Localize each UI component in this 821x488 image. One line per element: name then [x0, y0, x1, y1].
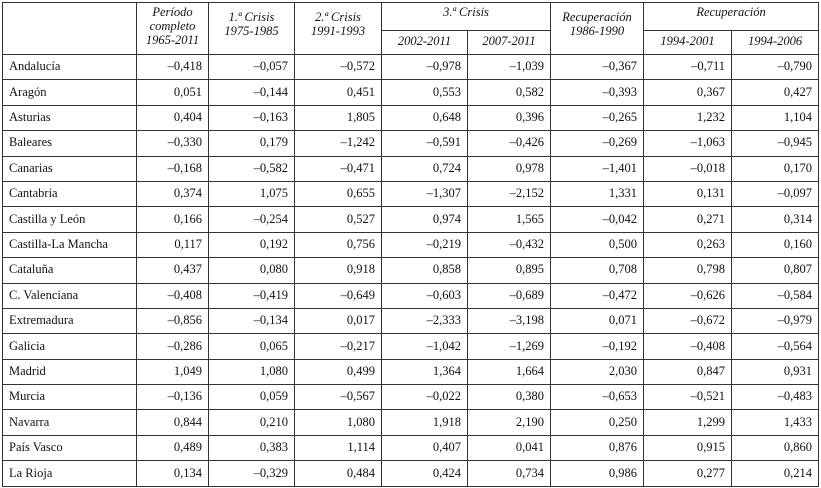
value-cell: 1,299 [644, 410, 732, 435]
value-cell: 0,277 [644, 461, 732, 486]
header-periodo [137, 3, 209, 55]
region-cell: Canarias [3, 156, 137, 181]
table-row [3, 385, 819, 410]
data-table [2, 2, 819, 487]
table-row [3, 156, 819, 181]
value-cell: –0,269 [551, 131, 644, 156]
value-cell: 0,500 [551, 232, 644, 257]
value-cell: –0,168 [137, 156, 209, 181]
table-row [3, 461, 819, 486]
value-cell: –0,426 [468, 131, 551, 156]
value-cell: 0,858 [382, 258, 468, 283]
value-cell: 0,179 [209, 131, 295, 156]
value-cell: 0,383 [209, 435, 295, 460]
header-crisis3: 3.ª Crisis [382, 3, 551, 31]
table-row [3, 232, 819, 257]
value-cell: –0,711 [644, 55, 732, 80]
value-cell: –0,163 [209, 105, 295, 130]
value-cell: –0,042 [551, 207, 644, 232]
value-cell: 0,380 [468, 385, 551, 410]
value-cell: –1,042 [382, 334, 468, 359]
region-cell: Baleares [3, 131, 137, 156]
value-cell: –0,584 [732, 283, 819, 308]
region-cell: Navarra [3, 410, 137, 435]
value-cell: –0,418 [137, 55, 209, 80]
value-cell: 0,131 [644, 181, 732, 206]
value-cell: –1,063 [644, 131, 732, 156]
value-cell: 0,648 [382, 105, 468, 130]
value-cell: 0,655 [295, 181, 382, 206]
region-cell: Madrid [3, 359, 137, 384]
value-cell: 1,565 [468, 207, 551, 232]
value-cell: 0,374 [137, 181, 209, 206]
header-recup2-sub1: 1994-2001 [644, 31, 732, 55]
value-cell: 0,271 [644, 207, 732, 232]
value-cell: 0,210 [209, 410, 295, 435]
region-cell: País Vasco [3, 435, 137, 460]
table-row [3, 131, 819, 156]
value-cell: 0,117 [137, 232, 209, 257]
value-cell: –0,367 [551, 55, 644, 80]
value-cell: –0,432 [468, 232, 551, 257]
value-cell: 0,484 [295, 461, 382, 486]
value-cell: 0,192 [209, 232, 295, 257]
value-cell: –0,134 [209, 308, 295, 333]
value-cell: 0,860 [732, 435, 819, 460]
value-cell: –1,269 [468, 334, 551, 359]
region-cell: Cataluña [3, 258, 137, 283]
value-cell: –1,401 [551, 156, 644, 181]
value-cell: –0,567 [295, 385, 382, 410]
value-cell: –0,979 [732, 308, 819, 333]
table-row [3, 207, 819, 232]
header-recup1-line2: 1986-1990 [569, 23, 625, 38]
region-cell: Extremadura [3, 308, 137, 333]
value-cell: 0,978 [468, 156, 551, 181]
value-cell: 0,427 [732, 80, 819, 105]
value-cell: –0,018 [644, 156, 732, 181]
value-cell: 0,166 [137, 207, 209, 232]
value-cell: 0,017 [295, 308, 382, 333]
value-cell: 0,424 [382, 461, 468, 486]
table-row [3, 410, 819, 435]
header-crisis2-line2: 1991-1993 [310, 23, 366, 38]
table-row [3, 359, 819, 384]
value-cell: 0,314 [732, 207, 819, 232]
value-cell: –0,471 [295, 156, 382, 181]
value-cell: 0,059 [209, 385, 295, 410]
value-cell: –0,856 [137, 308, 209, 333]
value-cell: 2,190 [468, 410, 551, 435]
value-cell: 0,527 [295, 207, 382, 232]
value-cell: 1,805 [295, 105, 382, 130]
table-row [3, 283, 819, 308]
value-cell: 1,075 [209, 181, 295, 206]
value-cell: –0,408 [644, 334, 732, 359]
value-cell: –0,057 [209, 55, 295, 80]
table-row [3, 55, 819, 80]
value-cell: –0,217 [295, 334, 382, 359]
value-cell: 0,807 [732, 258, 819, 283]
value-cell: –0,393 [551, 80, 644, 105]
header-recup2: Recuperación [644, 3, 819, 31]
value-cell: 0,170 [732, 156, 819, 181]
value-cell: –0,978 [382, 55, 468, 80]
value-cell: 0,798 [644, 258, 732, 283]
value-cell: –1,039 [468, 55, 551, 80]
region-cell: Andalucía [3, 55, 137, 80]
value-cell: –1,307 [382, 181, 468, 206]
value-cell: 0,451 [295, 80, 382, 105]
value-cell: –0,483 [732, 385, 819, 410]
value-cell: –0,649 [295, 283, 382, 308]
value-cell: –2,152 [468, 181, 551, 206]
value-cell: –0,572 [295, 55, 382, 80]
header-row-1 [3, 3, 819, 31]
value-cell: 0,407 [382, 435, 468, 460]
region-cell: Aragón [3, 80, 137, 105]
value-cell: 0,160 [732, 232, 819, 257]
value-cell: 0,582 [468, 80, 551, 105]
value-cell: 0,071 [551, 308, 644, 333]
value-cell: 0,499 [295, 359, 382, 384]
value-cell: 0,134 [137, 461, 209, 486]
region-cell: Galicia [3, 334, 137, 359]
header-crisis2 [295, 3, 382, 55]
value-cell: –0,521 [644, 385, 732, 410]
value-cell: –0,408 [137, 283, 209, 308]
value-cell: –2,333 [382, 308, 468, 333]
value-cell: 0,437 [137, 258, 209, 283]
value-cell: 0,041 [468, 435, 551, 460]
value-cell: –0,419 [209, 283, 295, 308]
header-crisis3-sub1: 2002-2011 [382, 31, 468, 55]
value-cell: –0,582 [209, 156, 295, 181]
value-cell: 1,104 [732, 105, 819, 130]
value-cell: 0,404 [137, 105, 209, 130]
value-cell: 0,931 [732, 359, 819, 384]
value-cell: –0,945 [732, 131, 819, 156]
table-row [3, 80, 819, 105]
table-row [3, 334, 819, 359]
header-recup1 [551, 3, 644, 55]
value-cell: –0,603 [382, 283, 468, 308]
region-cell: Murcia [3, 385, 137, 410]
value-cell: 0,051 [137, 80, 209, 105]
value-cell: 0,847 [644, 359, 732, 384]
value-cell: 1,080 [209, 359, 295, 384]
header-crisis3-sub2: 2007-2011 [468, 31, 551, 55]
value-cell: 1,049 [137, 359, 209, 384]
header-periodo-line2: completo [149, 18, 196, 33]
value-cell: 0,250 [551, 410, 644, 435]
value-cell: –0,472 [551, 283, 644, 308]
header-region [3, 3, 137, 55]
value-cell: 0,986 [551, 461, 644, 486]
value-cell: 0,708 [551, 258, 644, 283]
value-cell: 0,756 [295, 232, 382, 257]
header-recup1-line1: Recuperación [562, 10, 632, 24]
value-cell: 0,080 [209, 258, 295, 283]
header-recup2-sub2: 1994-2006 [732, 31, 819, 55]
value-cell: –1,242 [295, 131, 382, 156]
table-row [3, 308, 819, 333]
value-cell: 0,553 [382, 80, 468, 105]
value-cell: –0,626 [644, 283, 732, 308]
value-cell: –0,097 [732, 181, 819, 206]
value-cell: –0,591 [382, 131, 468, 156]
region-cell: Asturias [3, 105, 137, 130]
value-cell: 1,114 [295, 435, 382, 460]
header-periodo-line1: Período [152, 5, 193, 19]
value-cell: 0,915 [644, 435, 732, 460]
value-cell: –0,192 [551, 334, 644, 359]
value-cell: –0,022 [382, 385, 468, 410]
value-cell: –0,286 [137, 334, 209, 359]
region-cell: C. Valenciana [3, 283, 137, 308]
table-row [3, 181, 819, 206]
table-row [3, 105, 819, 130]
value-cell: –0,689 [468, 283, 551, 308]
value-cell: 0,895 [468, 258, 551, 283]
value-cell: 0,844 [137, 410, 209, 435]
value-cell: –0,672 [644, 308, 732, 333]
region-cell: Castilla y León [3, 207, 137, 232]
value-cell: –0,254 [209, 207, 295, 232]
header-crisis1 [209, 3, 295, 55]
value-cell: 0,724 [382, 156, 468, 181]
value-cell: 1,664 [468, 359, 551, 384]
value-cell: –0,265 [551, 105, 644, 130]
region-cell: Cantabria [3, 181, 137, 206]
value-cell: 1,918 [382, 410, 468, 435]
value-cell: 1,331 [551, 181, 644, 206]
value-cell: –0,136 [137, 385, 209, 410]
value-cell: –0,790 [732, 55, 819, 80]
table-row [3, 258, 819, 283]
value-cell: –0,144 [209, 80, 295, 105]
value-cell: 1,232 [644, 105, 732, 130]
table-row [3, 435, 819, 460]
value-cell: 0,876 [551, 435, 644, 460]
region-cell: La Rioja [3, 461, 137, 486]
value-cell: 0,974 [382, 207, 468, 232]
region-cell: Castilla-La Mancha [3, 232, 137, 257]
value-cell: 0,263 [644, 232, 732, 257]
value-cell: 1,364 [382, 359, 468, 384]
value-cell: –0,564 [732, 334, 819, 359]
value-cell: 2,030 [551, 359, 644, 384]
value-cell: –0,653 [551, 385, 644, 410]
value-cell: –0,330 [137, 131, 209, 156]
value-cell: 0,734 [468, 461, 551, 486]
header-crisis2-line1: 2.ª Crisis [315, 10, 361, 24]
value-cell: 1,433 [732, 410, 819, 435]
value-cell: –3,198 [468, 308, 551, 333]
value-cell: 0,367 [644, 80, 732, 105]
header-crisis1-line2: 1975-1985 [224, 23, 279, 38]
value-cell: 0,214 [732, 461, 819, 486]
table-body [3, 55, 819, 487]
header-crisis1-line1: 1.ª Crisis [228, 10, 275, 24]
value-cell: 0,065 [209, 334, 295, 359]
value-cell: 1,080 [295, 410, 382, 435]
value-cell: 0,396 [468, 105, 551, 130]
value-cell: –0,219 [382, 232, 468, 257]
value-cell: 0,489 [137, 435, 209, 460]
value-cell: 0,918 [295, 258, 382, 283]
value-cell: –0,329 [209, 461, 295, 486]
header-periodo-line3: 1965-2011 [145, 32, 200, 47]
